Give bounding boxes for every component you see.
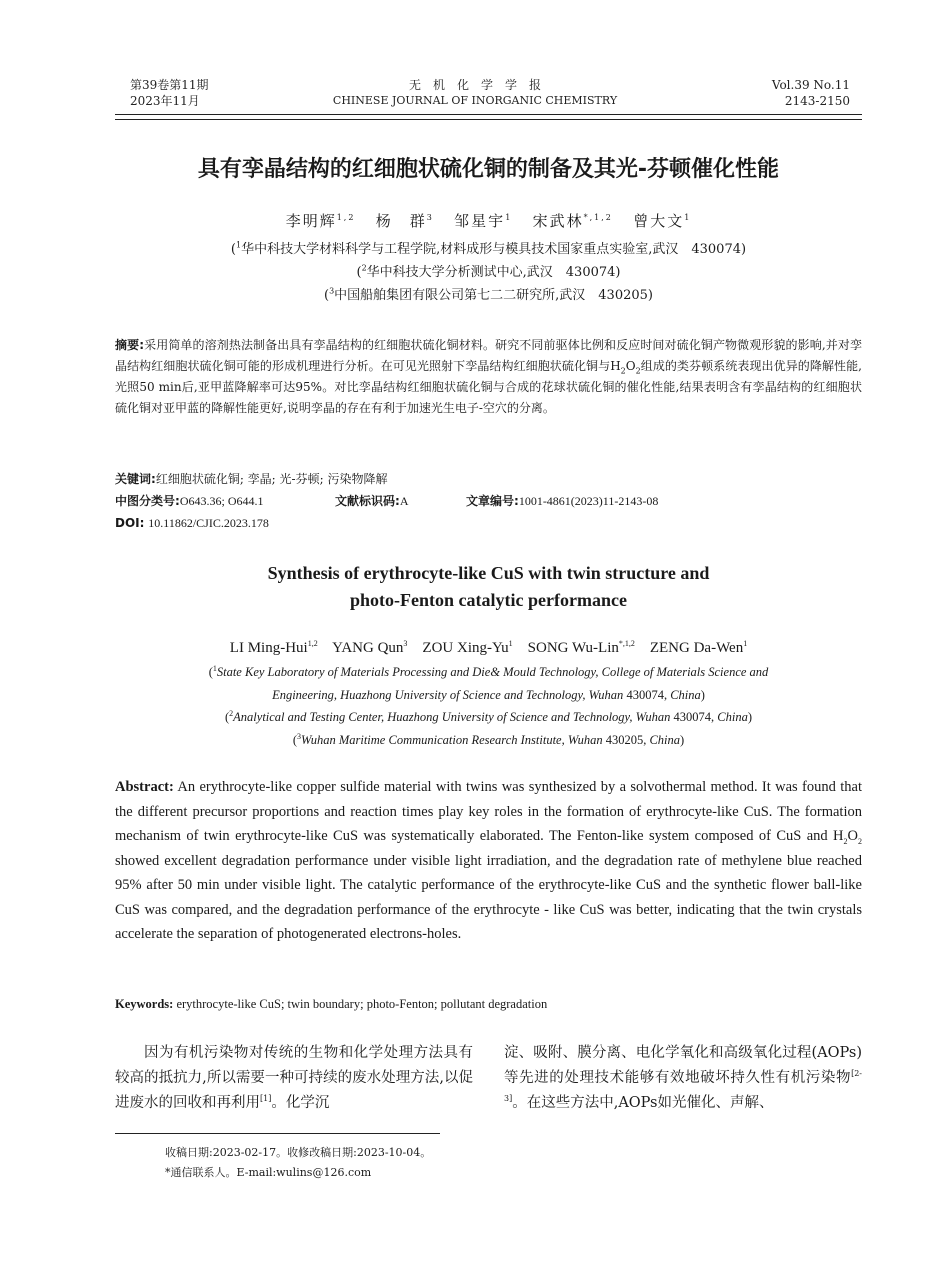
author-cn: 邹星宇$^1$ [454, 212, 513, 230]
doi-link[interactable]: 10.11862/CJIC.2023.178 [148, 516, 269, 530]
journal-name [300, 77, 650, 109]
affiliation-cn: ($^3$中国船舶集团有限公司第七二二研究所,武汉 430205) [323, 286, 653, 303]
affiliation-en: ($^1$State Key Laboratory of Materials Processing and Die& Mould Technology, College of Materials Science and [208, 663, 769, 679]
abstract-cn-label: 摘要: [115, 338, 145, 352]
author-cn: 曾大文$^1$ [633, 212, 692, 230]
title-cn: 具有孪晶结构的红细胞状硫化铜的制备及其光-芬顿催化性能 [197, 157, 780, 182]
article-number: 文章编号:1001-4861(2023)11-2143-08 [466, 494, 659, 508]
keywords-en [115, 994, 862, 1014]
received-date: 收稿日期:2023-02-17。收修改稿日期:2023-10-04。 [165, 1146, 432, 1159]
classification: 中图分类号:O643.36; O644.1 [115, 494, 264, 508]
journal-volume-en [700, 77, 850, 109]
keywords-cn [115, 469, 862, 489]
journal-volume-cn [130, 77, 250, 109]
header-rule-thick [115, 114, 862, 115]
affiliation-en: Engineering, Huazhong University of Science and Technology, Wuhan 430074, China) [272, 687, 705, 702]
citation-ref[interactable]: [1] [260, 1094, 272, 1104]
keywords-cn-label: 关键词: [115, 472, 156, 486]
date-cn: 2023年11月 [130, 94, 200, 108]
abstract-cn: 摘要:采用简单的溶剂热法制备出具有孪晶结构的红细胞状硫化铜材料。研究不同前驱体比例和反应时间对硫化铜产物微观形貌的影响,并对孪晶结构红细胞状硫化铜可能的形成机理进行分析。在可见光照射下孪晶结构红细胞状硫化铜与$H_2O_2$组成的类芬顿系统表现出优异的降解性能,光照50 min后,亚甲蓝降解率可达95%。对比孪晶结构红细胞状硫化铜与合成的花球状硫化铜的催化性能,结果表明含有孪晶结构的红细胞状硫化铜对亚甲蓝的降解性能更好,说明孪晶的存在有利于加速光生电子-空穴的分离。 [115, 338, 862, 415]
affiliation-en: ($^2$Analytical and Testing Center, Huazhong University of Science and Technology, Wuhan 430074, China) [224, 708, 752, 724]
author-en: ZENG Da-Wen$^1$ [649, 639, 748, 656]
footnotes [165, 1143, 765, 1183]
authors-cn [100, 210, 877, 232]
corresponding-author: *通信联系人。E-mail:wulins@126.com [165, 1166, 372, 1179]
keywords-en-label: Keywords: [115, 997, 174, 1011]
volume-issue-en: Vol.39 No.11 [771, 78, 850, 92]
footnote-rule [115, 1133, 440, 1134]
volume-issue-cn: 第39卷第11期 [130, 78, 209, 92]
keywords-cn-text: 红细胞状硫化铜; 孪晶; 光-芬顿; 污染物降解 [155, 472, 388, 486]
affiliation-cn: ($^2$华中科技大学分析测试中心,武汉 430074) [356, 263, 621, 280]
author-cn: 宋武林$^{*,1,2}$ [532, 212, 613, 230]
doc-code: 文献标识码:A [335, 494, 409, 508]
affiliations-cn [100, 238, 877, 307]
affiliations-en [100, 661, 877, 751]
author-en: LI Ming-Hui$^{1,2}$ [229, 639, 318, 656]
abstract-en: Abstract: An erythrocyte-like copper sulfide material with twins was synthesized by a solvothermal method. It was found that the different precursor proportions and reaction times play key roles in the formation of erythrocyte-like CuS. The formation mechanism of twin erythrocyte-like CuS was systematically elaborated. The Fenton-like system composed of CuS and $H_2O_2$ showed excellent degradation performance under visible light irradiation, and the degradation rate of methylene blue reached 95% after 50 min under visible light. The catalytic performance of the erythrocyte-like CuS and the synthetic flower ball-like CuS was compared, and the degradation performance of the erythrocyte - like CuS was better, indicating that the twin crystals accelerate the separation of photogenerated electrons-holes. [115, 779, 862, 942]
citation-ref[interactable]: [2-3] [504, 1069, 862, 1104]
header-rule-thin [115, 119, 862, 120]
body-column-left: 因为有机污染物对传统的生物和化学处理方法具有较高的抵抗力,所以需要一种可持续的废水处理方法,以促进废水的回收和再利用[1]。化学沉 [115, 1045, 473, 1111]
affiliation-cn: ($^1$华中科技大学材料科学与工程学院,材料成形与模具技术国家重点实验室,武汉 430074) [230, 240, 747, 257]
title-en: Synthesis of erythrocyte-like CuS with twin structure and photo-Fenton catalytic performance [267, 563, 710, 610]
author-cn: 杨 群$^3$ [375, 212, 434, 230]
author-en: SONG Wu-Lin$^{*,1,2}$ [527, 639, 635, 656]
author-en: YANG Qun$^3$ [332, 639, 408, 656]
affiliation-en: ($^3$Wuhan Maritime Communication Research Institute, Wuhan 430205, China) [292, 731, 685, 747]
author-en: ZOU Xing-Yu$^1$ [422, 639, 513, 656]
body-column-right: 淀、吸附、膜分离、电化学氧化和高级氧化过程(AOPs)等先进的处理技术能够有效地破坏持久性有机污染物[2-3]。在这些方法中,AOPs如光催化、声解、 [504, 1045, 862, 1111]
meta-row [115, 491, 862, 511]
author-cn: 李明辉$^{1,2}$ [285, 212, 356, 230]
authors-en [100, 637, 877, 659]
abstract-en-label: Abstract: [115, 779, 174, 795]
journal-name-cn: 无 机 化 学 学 报 [408, 78, 541, 92]
keywords-en-text: erythrocyte-like CuS; twin boundary; photo-Fenton; pollutant degradation [173, 997, 548, 1011]
journal-name-en: CHINESE JOURNAL OF INORGANIC CHEMISTRY [332, 94, 618, 107]
page-range: 2143-2150 [784, 94, 850, 108]
doi: DOI: 10.11862/CJIC.2023.178 [115, 516, 269, 530]
